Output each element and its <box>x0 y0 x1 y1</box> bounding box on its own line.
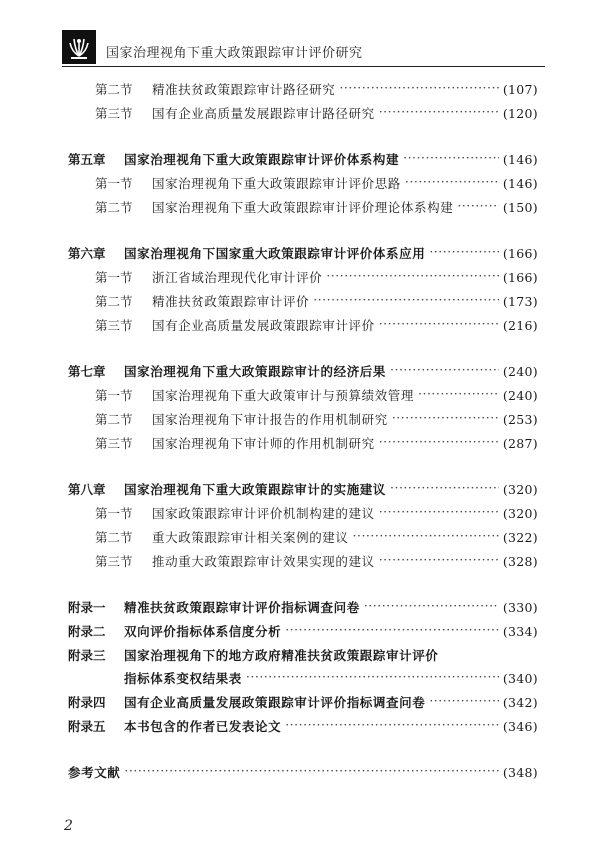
toc-entry[interactable] <box>95 527 538 547</box>
toc-entry[interactable] <box>95 503 538 523</box>
entry-number: 附录五 <box>68 719 106 734</box>
entry-number: 第三节 <box>95 106 133 121</box>
entry-page: (348) <box>502 764 538 780</box>
entry-title: 本书包含的作者已发表论文 <box>124 719 282 734</box>
entry-title: 国有企业高质量发展政策跟踪审计评价指标调查问卷 <box>124 695 426 710</box>
entry-title: 国家治理视角下重大政策跟踪审计评价思路 <box>152 176 401 191</box>
entry-title: 参考文献 <box>68 765 121 780</box>
toc-appendix[interactable] <box>68 692 538 712</box>
entry-page: (346) <box>502 718 538 734</box>
entry-page: (150) <box>502 199 538 215</box>
entry-page: (146) <box>502 151 538 167</box>
leader-dots <box>379 551 499 571</box>
entry-page: (342) <box>502 694 538 710</box>
entry-page: (287) <box>502 435 538 451</box>
leader-dots <box>390 361 499 381</box>
entry-page: (334) <box>502 623 538 639</box>
entry-title: 国家治理视角下重大政策跟踪审计的经济后果 <box>124 364 387 379</box>
entry-title: 国家治理视角下国家重大政策跟踪审计评价体系应用 <box>124 246 426 261</box>
page-number: 2 <box>64 818 73 834</box>
entry-title: 国家治理视角下重大政策审计与预算绩效管理 <box>152 388 415 403</box>
leader-dots <box>405 173 499 193</box>
leader-dots <box>313 291 499 311</box>
entry-number: 第六章 <box>68 246 106 261</box>
entry-page: (166) <box>502 245 538 261</box>
entry-number: 第三节 <box>95 554 133 569</box>
leader-dots <box>418 385 499 405</box>
leader-dots <box>392 409 499 429</box>
leader-dots <box>379 315 499 335</box>
entry-number: 第八章 <box>68 482 106 497</box>
entry-page: (253) <box>502 411 538 427</box>
toc-entry[interactable] <box>95 103 538 123</box>
entry-page: (173) <box>502 293 538 309</box>
toc-appendix[interactable] <box>68 645 538 665</box>
entry-title: 国家治理视角下重大政策跟踪审计评价理论体系构建 <box>152 200 454 215</box>
toc-entry[interactable] <box>95 79 538 99</box>
leader-dots <box>353 527 499 547</box>
entry-page: (320) <box>502 505 538 521</box>
toc-entry[interactable] <box>95 291 538 311</box>
entry-number: 第二节 <box>95 294 133 309</box>
toc-chapter[interactable] <box>68 149 538 169</box>
entry-number: 第三节 <box>95 318 133 333</box>
entry-title: 精准扶贫政策跟踪审计路径研究 <box>152 82 336 97</box>
entry-page: (146) <box>502 175 538 191</box>
entry-number: 第二节 <box>95 412 133 427</box>
entry-number: 第一节 <box>95 270 133 285</box>
toc-entry[interactable] <box>95 197 538 217</box>
entry-page: (322) <box>502 529 538 545</box>
entry-number: 第一节 <box>95 388 133 403</box>
entry-number: 第二节 <box>95 530 133 545</box>
entry-number: 附录一 <box>68 600 106 615</box>
leader-dots <box>339 79 498 99</box>
entry-number: 附录四 <box>68 695 106 710</box>
leader-dots <box>379 103 499 123</box>
toc-chapter[interactable] <box>68 479 538 499</box>
entry-page: (240) <box>502 387 538 403</box>
entry-title: 精准扶贫政策跟踪审计评价指标调查问卷 <box>124 600 360 615</box>
leader-dots <box>285 621 499 641</box>
leader-dots <box>364 597 499 617</box>
entry-number: 第一节 <box>95 176 133 191</box>
toc-entry[interactable] <box>95 173 538 193</box>
leader-dots <box>403 149 499 169</box>
entry-title: 国家治理视角下的地方政府精准扶贫政策跟踪审计评价 <box>124 648 439 663</box>
leader-dots <box>379 433 499 453</box>
toc-entry[interactable] <box>95 385 538 405</box>
toc-entry[interactable] <box>95 267 538 287</box>
entry-page: (330) <box>502 599 538 615</box>
entry-number: 第五章 <box>68 152 106 167</box>
entry-title: 重大政策跟踪审计相关案例的建议 <box>152 530 349 545</box>
entry-title: 国家治理视角下重大政策跟踪审计评价体系构建 <box>124 152 400 167</box>
entry-title: 国家治理视角下重大政策跟踪审计的实施建议 <box>124 482 387 497</box>
leader-dots <box>429 243 499 263</box>
entry-title: 浙江省域治理现代化审计评价 <box>152 270 323 285</box>
entry-number: 第三节 <box>95 436 133 451</box>
entry-number: 附录三 <box>68 648 106 663</box>
entry-page: (320) <box>502 481 538 497</box>
entry-page: (240) <box>502 363 538 379</box>
toc-chapter[interactable] <box>68 361 538 381</box>
entry-number: 附录二 <box>68 624 106 639</box>
toc-chapter[interactable] <box>68 243 538 263</box>
toc-entry[interactable] <box>95 433 538 453</box>
leader-dots <box>246 668 499 688</box>
toc-appendix[interactable] <box>68 597 538 617</box>
entry-title: 指标体系变权结果表 <box>124 671 242 686</box>
toc-entry[interactable] <box>95 551 538 571</box>
toc-appendix[interactable] <box>68 621 538 641</box>
entry-title: 国家政策跟踪审计评价机制构建的建议 <box>152 506 375 521</box>
entry-title: 国有企业高质量发展政策跟踪审计评价 <box>152 318 375 333</box>
toc-entry[interactable] <box>95 315 538 335</box>
entry-page: (216) <box>502 317 538 333</box>
entry-number: 第七章 <box>68 364 106 379</box>
leader-dots <box>390 479 499 499</box>
entry-title: 国有企业高质量发展跟踪审计路径研究 <box>152 106 375 121</box>
leader-dots <box>457 197 499 217</box>
entry-title: 推动重大政策跟踪审计效果实现的建议 <box>152 554 375 569</box>
entry-number: 第一节 <box>95 506 133 521</box>
toc-entry[interactable] <box>95 409 538 429</box>
toc-references[interactable] <box>68 762 538 782</box>
entry-title: 国家治理视角下审计报告的作用机制研究 <box>152 412 388 427</box>
entry-page: (166) <box>502 269 538 285</box>
entry-page: (328) <box>502 553 538 569</box>
leader-dots <box>326 267 499 287</box>
leader-dots <box>429 692 499 712</box>
entry-title: 双向评价指标体系信度分析 <box>124 624 282 639</box>
entry-page: (120) <box>502 105 538 121</box>
entry-page: (107) <box>502 81 538 97</box>
entry-number: 第二节 <box>95 82 133 97</box>
entry-page: (340) <box>502 670 538 686</box>
header-title: 国家治理视角下重大政策跟踪审计评价研究 <box>106 46 363 61</box>
leader-dots <box>285 716 499 736</box>
leader-dots <box>124 762 498 782</box>
leader-dots <box>379 503 499 523</box>
entry-title: 国家治理视角下审计师的作用机制研究 <box>152 436 375 451</box>
entry-title: 精准扶贫政策跟踪审计评价 <box>152 294 310 309</box>
toc-appendix-continued[interactable] <box>124 668 538 688</box>
entry-number: 第二节 <box>95 200 133 215</box>
toc-appendix[interactable] <box>68 716 538 736</box>
